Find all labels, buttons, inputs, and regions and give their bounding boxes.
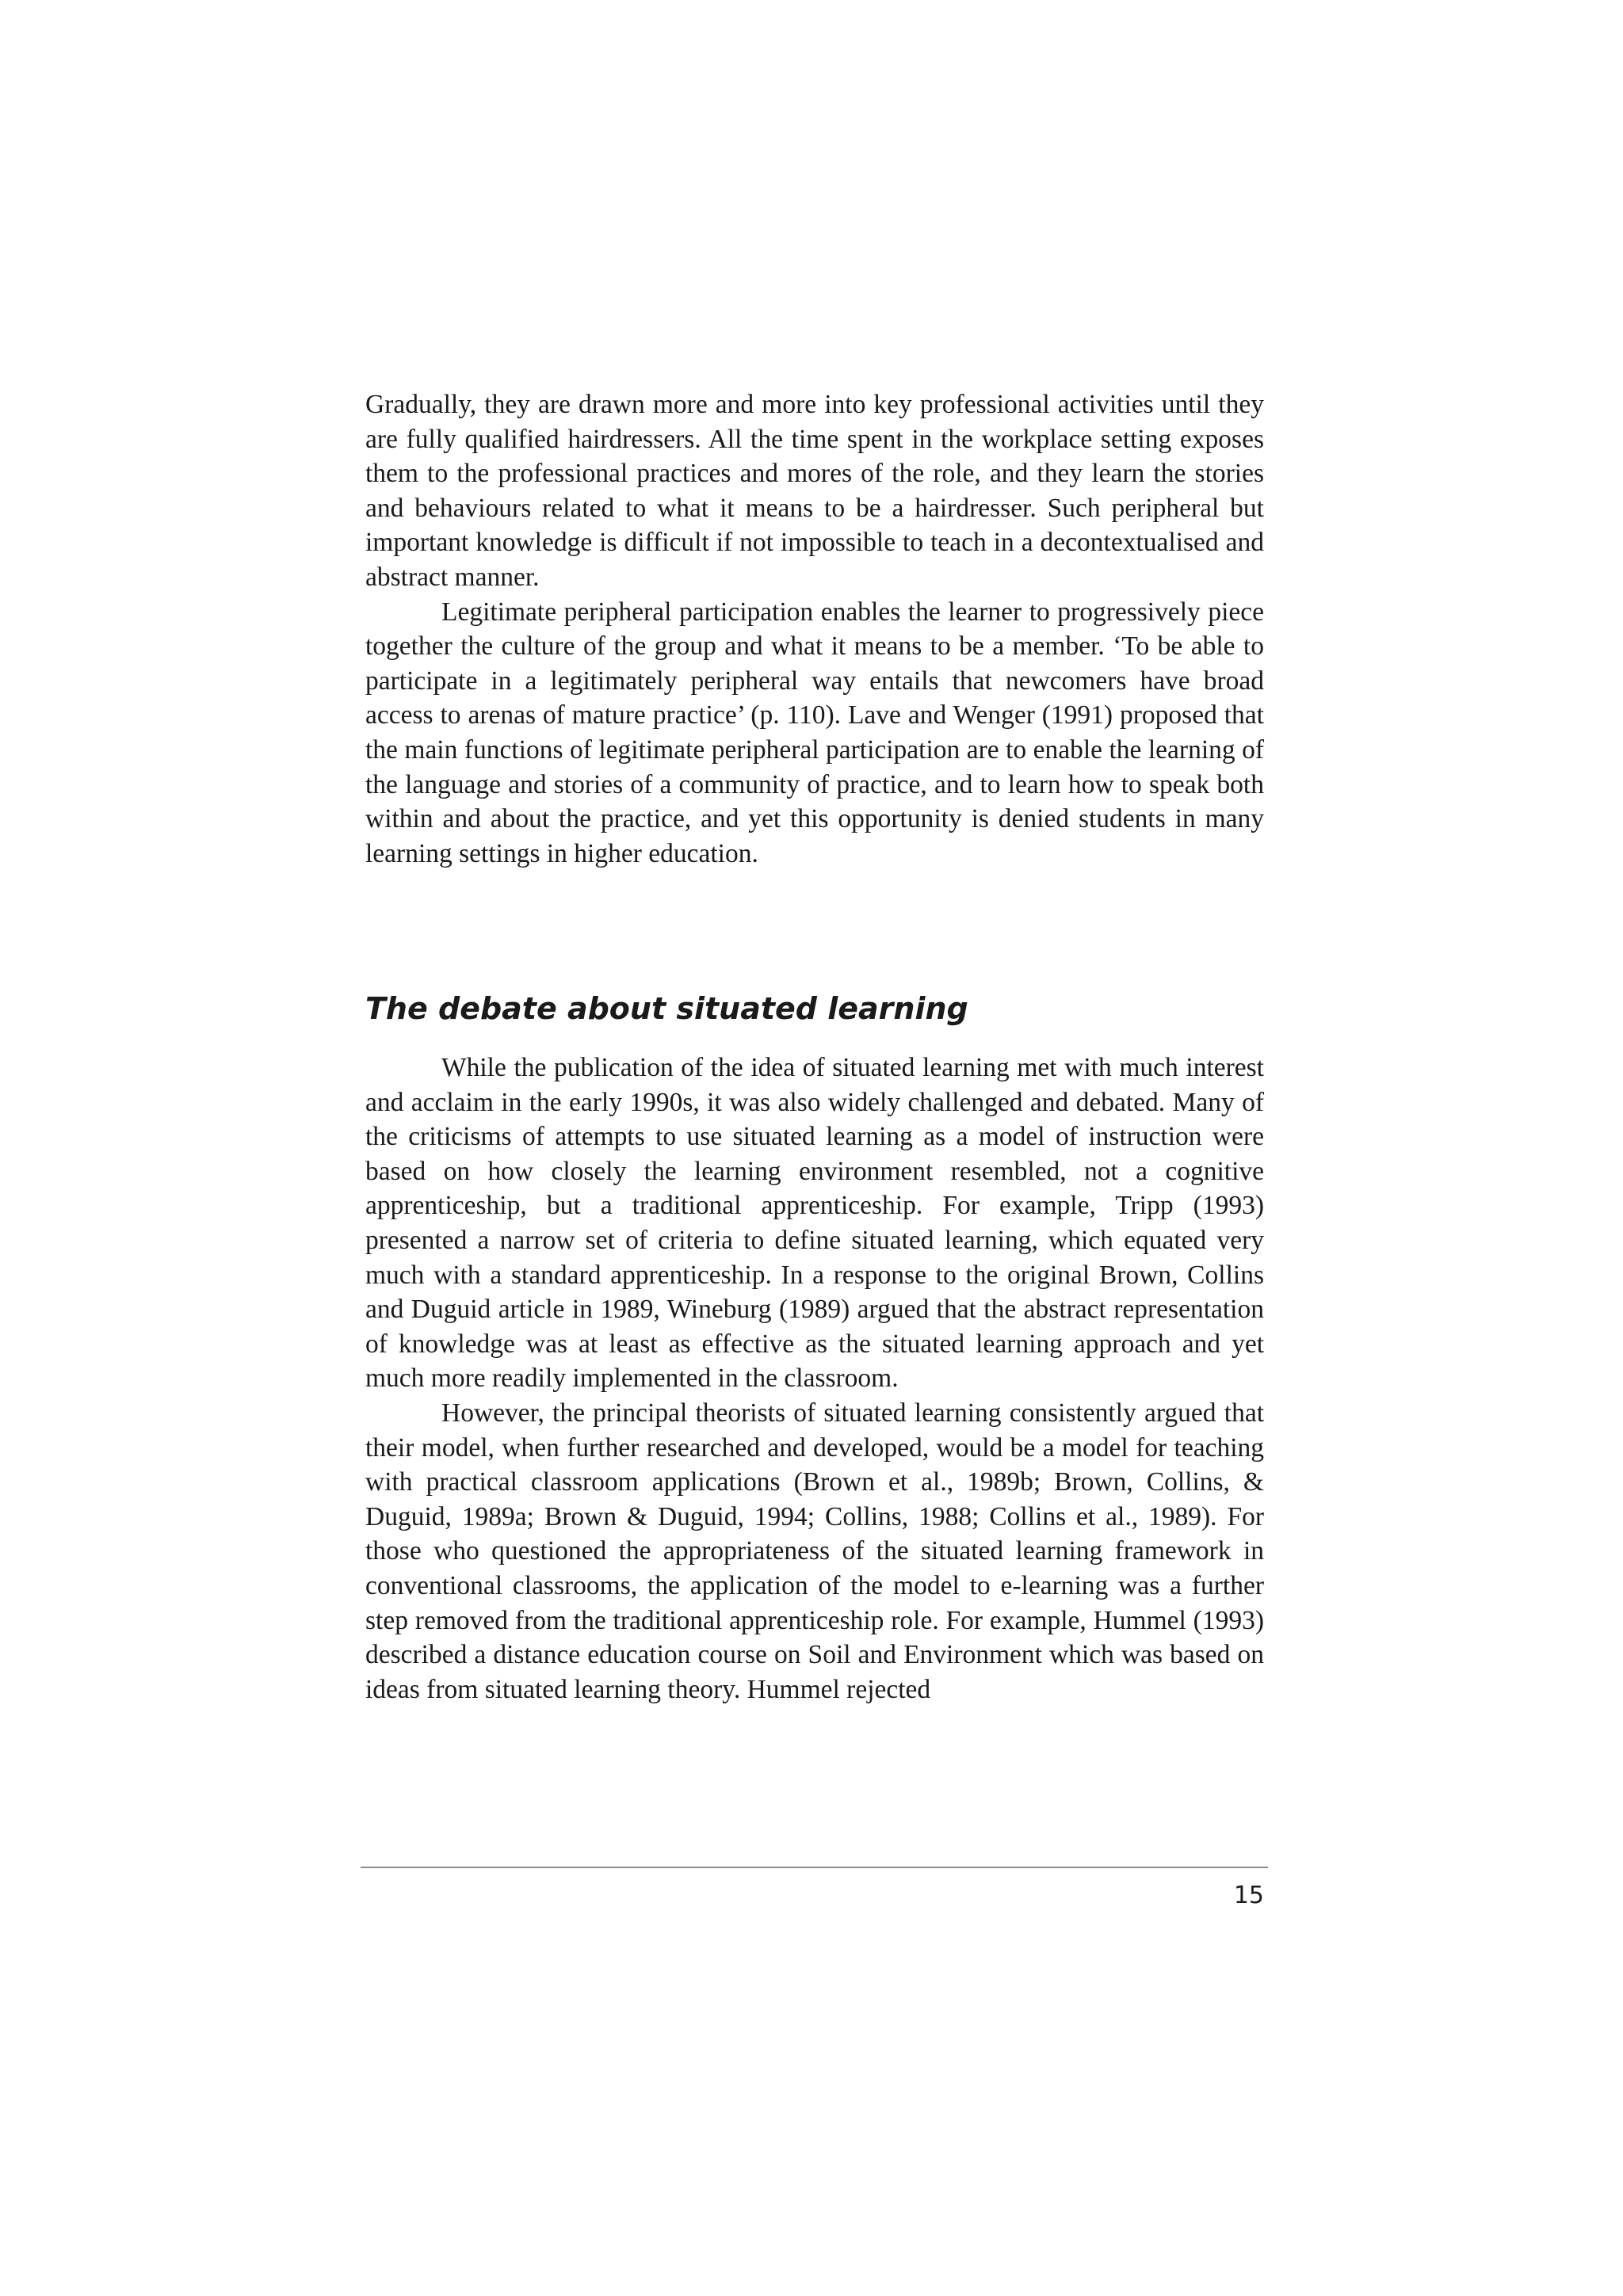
paragraph: While the publication of the idea of situated learning met with much interest and acclaim in the early 1990s, it was also widely challenged and debated. Many of the criticisms of attempts to use situated learning as a model of instruction were based on how closely the learning environment resembled, not a cognitive apprenticeship, but a traditional apprenticeship. For example, Tripp (1993) presented a narrow set of criteria to define situated learning, which equated very much with a standard apprenticeship. In a response to the original Brown, Collins and Duguid article in 1989, Wineburg (1989) argued that the abstract representation of knowledge was at least as effective as the situated learning approach and yet much more readily implemented in the classroom. xyxy=(365,1053,1264,1394)
paragraph: However, the principal theorists of situated learning consistently argued that their model, when further researched and developed, would be a model for teaching with practical classroom applications (Brown et al., 1989b; Brown, Collins, & Duguid, 1989a; Brown & Duguid, 1994; Collins, 1988; Collins et al., 1989). For those who questioned the appropriateness of the situated learning framework in conventional classrooms, the application of the model to e-learning was a further step removed from the traditional apprenticeship role. For example, Hummel (1993) described a distance education course on Soil and Environment which was based on ideas from situated learning theory. Hummel rejected xyxy=(365,1398,1264,1704)
page-number: 15 xyxy=(1233,1882,1264,1909)
paragraph: Gradually, they are drawn more and more into key professional activities until they are fully qualified hairdressers. All the time spent in the workplace setting exposes them to the professional practices and mores of the role, and they learn the stories and behaviours related to what it means to be a hairdresser. Such peripheral but important knowledge is difficult if not impossible to teach in a decontextualised and abstract manner. xyxy=(365,390,1264,592)
section-heading: The debate about situated learning xyxy=(365,991,968,1026)
body-text-top xyxy=(365,387,1264,871)
body-text-bottom xyxy=(365,1051,1264,1707)
footer-divider xyxy=(361,1867,1268,1868)
paragraph: Legitimate peripheral participation enables the learner to progressively piece together the culture of the group and what it means to be a member. ‘To be able to participate in a legitimately peripheral way entails that newcomers have broad access to arenas of mature practice’ (p. 110). Lave and Wenger (1991) proposed that the main functions of legitimate peripheral participation are to enable the learning of the language and stories of a community of practice, and to learn how to speak both within and about the practice, and yet this opportunity is denied students in many learning settings in higher education. xyxy=(365,597,1264,868)
